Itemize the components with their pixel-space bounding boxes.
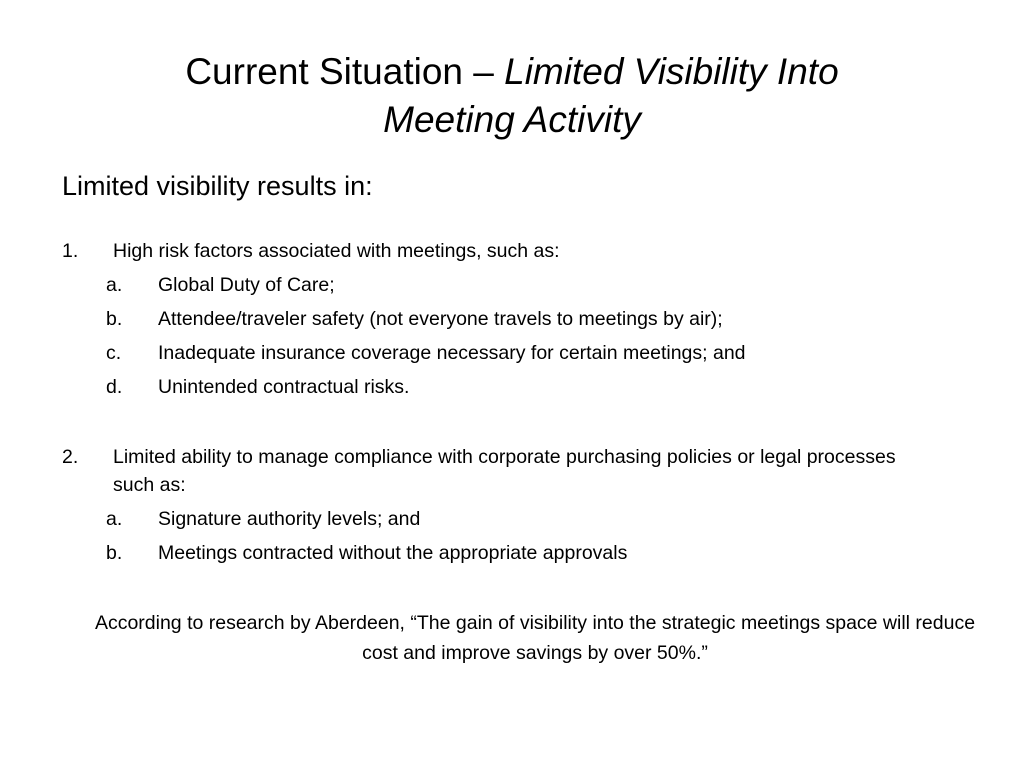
sub-item-letter: c. xyxy=(106,342,122,364)
title-italic-line2: Meeting Activity xyxy=(383,99,641,140)
list-item-text: Limited ability to manage compliance with corporate purchasing policies or legal processes such as: xyxy=(113,446,896,496)
sub-item-text: Signature authority levels; and xyxy=(158,508,421,530)
sub-item-text: Inadequate insurance coverage necessary for certain meetings; and xyxy=(158,342,746,364)
lead-text: Limited visibility results in: xyxy=(62,171,373,201)
list-item-number: 1. xyxy=(62,240,79,262)
list-item-1 xyxy=(62,237,962,401)
sub-item-text: Attendee/traveler safety (not everyone travels to meetings by air); xyxy=(158,308,723,330)
sub-item-letter: b. xyxy=(106,542,123,564)
sub-item-text: Global Duty of Care; xyxy=(158,274,335,296)
list-item-number: 2. xyxy=(62,446,79,468)
sub-item-letter: d. xyxy=(106,376,123,398)
sub-item-letter: b. xyxy=(106,308,123,330)
research-quote: According to research by Aberdeen, “The gain of visibility into the strategic meetings space will reduce cost and improve savings by over 50%.” xyxy=(94,612,976,664)
sub-item-letter: a. xyxy=(106,508,123,530)
slide-title xyxy=(60,48,964,144)
sub-item-letter: a. xyxy=(106,274,123,296)
title-italic-line1: Limited Visibility Into xyxy=(504,51,839,92)
title-plain: Current Situation – xyxy=(185,51,505,92)
sub-item-text: Unintended contractual risks. xyxy=(158,376,410,398)
sub-item-text: Meetings contracted without the appropriate approvals xyxy=(158,542,628,564)
list-item-text: High risk factors associated with meetings, such as: xyxy=(113,240,560,262)
list-item-2 xyxy=(62,443,962,567)
